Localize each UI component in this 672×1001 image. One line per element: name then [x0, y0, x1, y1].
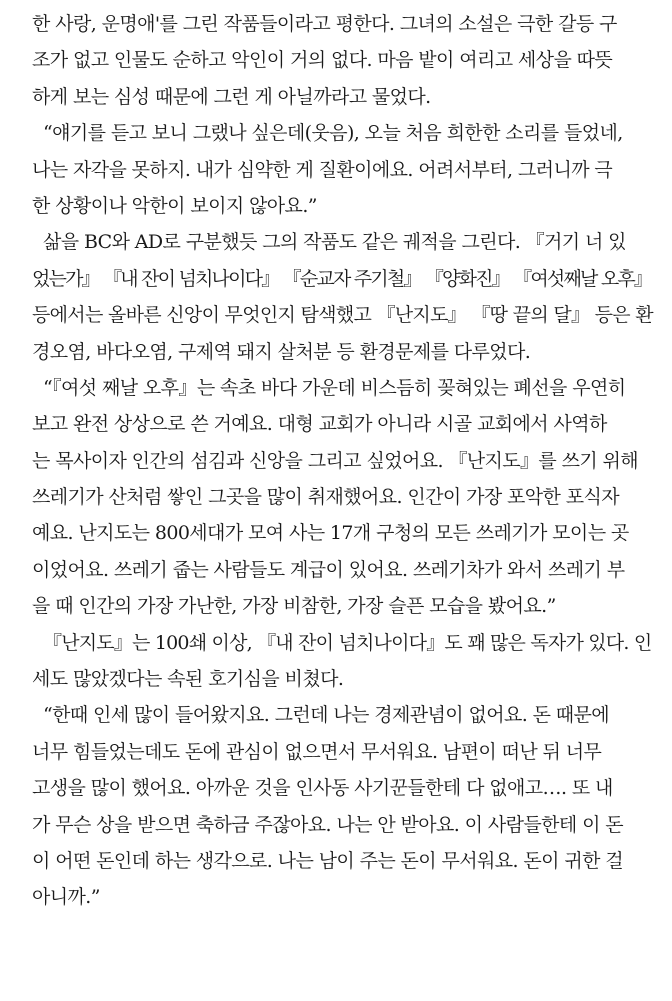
text-line: 세도 많았겠다는 속된 호기심을 비쳤다.: [32, 668, 344, 691]
text-line: 너무 힘들었는데도 돈에 관심이 없으면서 무서워요. 남편이 떠난 뒤 너무: [32, 740, 602, 763]
text-line: 경오염, 바다오염, 구제역 돼지 살처분 등 환경문제를 다루었다.: [32, 340, 531, 363]
text-line: 이 어떤 돈인데 하는 생각으로. 나는 남이 주는 돈이 무서워요. 돈이 귀한 걸: [32, 849, 624, 872]
text-line: 삶을 BC와 AD로 구분했듯 그의 작품도 같은 궤적을 그린다. 『거기 너 있: [43, 231, 626, 254]
text-line: 등에서는 올바른 신앙이 무엇인지 탐색했고 『난지도』 『땅 끝의 달』 등은 환: [32, 304, 653, 327]
text-line: 나는 자각을 못하지. 내가 심약한 게 질환이에요. 어려서부터, 그러니까 극: [32, 158, 613, 181]
text-line: 한 상황이나 악한이 보이지 않아요.”: [32, 194, 317, 217]
text-line: 가 무슨 상을 받으면 축하금 주잖아요. 나는 안 받아요. 이 사람들한테 이 돈: [32, 813, 624, 836]
text-line: 보고 완전 상상으로 쓴 거예요. 대형 교회가 아니라 시골 교회에서 사역하: [32, 413, 607, 436]
text-line: 하게 보는 심성 때문에 그런 게 아닐까라고 물었다.: [32, 85, 431, 108]
text-line: “얘기를 듣고 보니 그랬나 싶은데(웃음), 오늘 처음 희한한 소리를 들었네,: [43, 122, 623, 145]
text-line: 는 목사이자 인간의 섬김과 신앙을 그리고 싶었어요. 『난지도』를 쓰기 위해: [32, 449, 639, 472]
text-line: 이었어요. 쓰레기 줍는 사람들도 계급이 있어요. 쓰레기차가 와서 쓰레기 부: [32, 558, 625, 581]
text-line: 쓰레기가 산처럼 쌓인 그곳을 많이 취재했어요. 인간이 가장 포악한 포식자: [32, 486, 620, 509]
text-line: 었는가』 『내 잔이 넘치나이다』 『순교자 주기철』 『양화진』 『여섯째날 오후』: [32, 267, 652, 290]
text-line: 아니까.”: [32, 886, 100, 909]
text-line: 고생을 많이 했어요. 아까운 것을 인사동 사기꾼들한테 다 없애고…. 또 내: [32, 777, 613, 800]
text-line: 한 사랑, 운명애'를 그린 작품들이라고 평한다. 그녀의 소설은 극한 갈등 구: [32, 13, 617, 35]
text-line: 예요. 난지도는 800세대가 모여 사는 17개 구청의 모든 쓰레기가 모이는 곳: [32, 522, 629, 545]
text-line: 『난지도』는 100쇄 이상, 『내 잔이 넘치나이다』도 꽤 많은 독자가 있다. 인: [43, 631, 652, 654]
text-line: 을 때 인간의 가장 가난한, 가장 비참한, 가장 슬픈 모습을 봤어요.”: [32, 595, 556, 618]
text-line: “한때 인세 많이 들어왔지요. 그런데 나는 경제관념이 없어요. 돈 때문에: [43, 704, 610, 727]
text-line: “『여섯 째날 오후』는 속초 바다 가운데 비스듬히 꽂혀있는 폐선을 우연히: [43, 376, 626, 399]
text-line: 조가 없고 인물도 순하고 악인이 거의 없다. 마음 밭이 여리고 세상을 따뜻: [32, 49, 613, 72]
